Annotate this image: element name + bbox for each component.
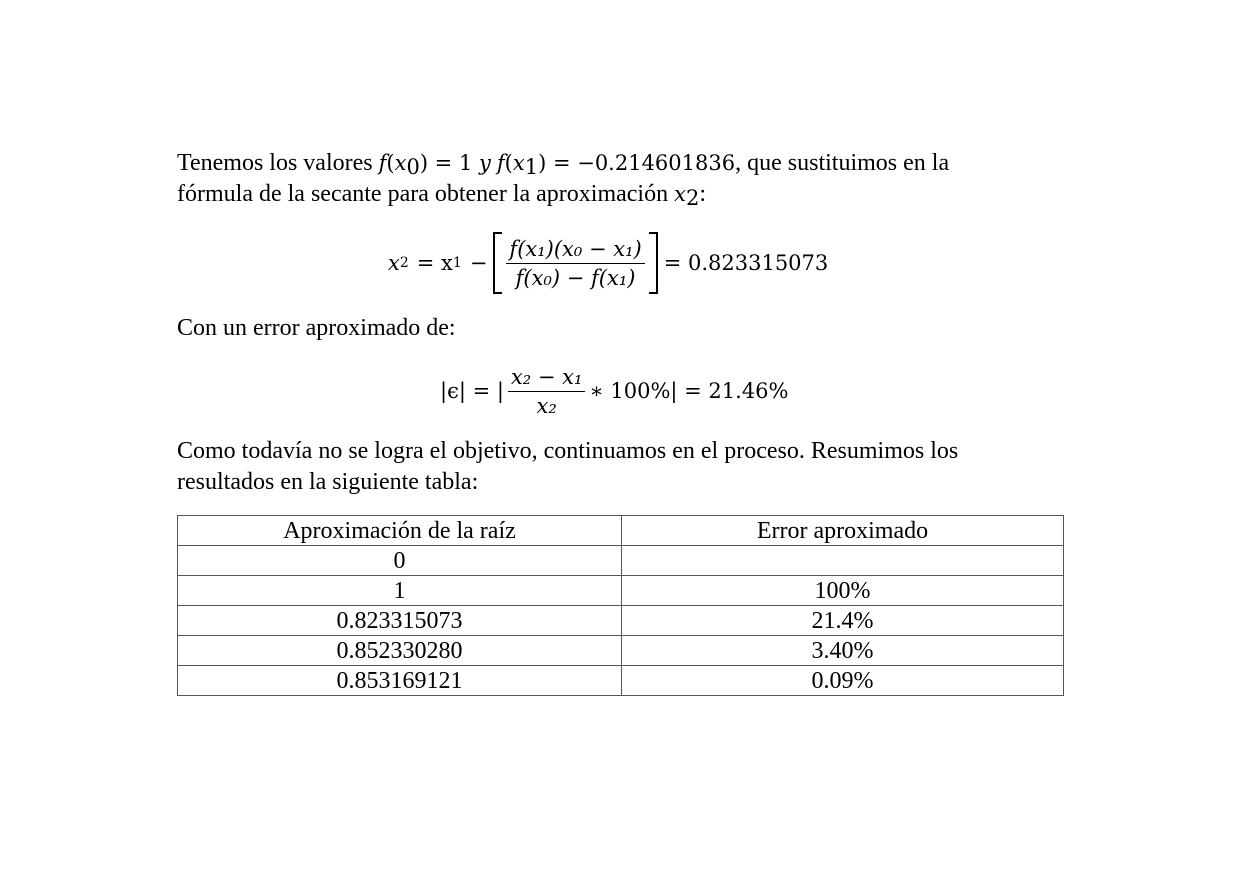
cell-error — [622, 546, 1064, 576]
eq1-lhs: x — [388, 251, 400, 275]
left-bracket — [493, 232, 502, 294]
cell-error: 21.4% — [622, 606, 1064, 636]
intro-line2: fórmula de la secante para obtener la aproximación — [177, 181, 675, 207]
eq1-result: = 0.823315073 — [663, 251, 829, 275]
paragraph-summary — [177, 436, 1067, 498]
colon: : — [699, 181, 706, 207]
math-x: x — [394, 151, 407, 175]
secant-formula: x 2 = x 1 − $\frac{\text{f(x₁)(x₀ − x₁)}}{\text{f(x₀) − f(x₁)}}$ = 0.823315073 — [388, 228, 828, 298]
math-sub2: 2 — [685, 186, 700, 210]
right-bracket — [649, 232, 658, 294]
error-formula — [440, 358, 789, 424]
eq1-minus: − — [469, 251, 488, 275]
math-x: x — [512, 151, 525, 175]
eq1-numerator: f(x₁)(x₀ − x₁) — [509, 236, 642, 261]
math-f: f — [496, 151, 505, 175]
table-header-row — [178, 516, 1064, 546]
cell-error: 3.40% — [622, 636, 1064, 666]
math-x: x — [674, 182, 686, 206]
cell-error: 100% — [622, 576, 1064, 606]
table-row — [178, 636, 1064, 666]
eq2-denominator: x₂ — [536, 393, 557, 418]
cell-error: 0.09% — [622, 666, 1064, 696]
math-f: f — [378, 151, 387, 175]
cell-approximation: 1 — [178, 576, 622, 606]
math-eq-one: ) = 1 — [419, 151, 479, 175]
table-row — [178, 546, 1064, 576]
math-paren: ( — [386, 151, 395, 175]
paragraph-intro — [177, 148, 1067, 210]
summary-line1: Como todavía no se logra el objetivo, continuamos en el proceso. Resumimos los — [177, 438, 959, 464]
header-error: Error aproximado — [622, 516, 1064, 546]
header-approximation: Aproximación de la raíz — [178, 516, 622, 546]
error-text: Con un error aproximado de: — [177, 315, 456, 341]
paragraph-error — [177, 313, 1067, 344]
eq1-fraction — [506, 235, 644, 292]
eq2-abs-eps: |ϵ| = | — [440, 379, 504, 403]
intro-text-end: , que sustituimos en la — [735, 150, 950, 176]
eq1-eq-x1: = x — [416, 251, 453, 275]
eq2-result: ∗ 100%| = 21.46% — [589, 379, 789, 403]
cell-approximation: 0.853169121 — [178, 666, 622, 696]
intro-text: Tenemos los valores — [177, 150, 379, 176]
eq2-numerator: x₂ − x₁ — [510, 364, 583, 389]
table-row — [178, 606, 1064, 636]
math-sub1: 1 — [524, 155, 539, 179]
math-paren: ( — [504, 151, 513, 175]
table-row — [178, 666, 1064, 696]
eq1-denominator: f(x₀) − f(x₁) — [515, 265, 636, 290]
math-y: y — [479, 151, 491, 175]
cell-approximation: 0.852330280 — [178, 636, 622, 666]
summary-line2: resultados en la siguiente tabla: — [177, 469, 479, 495]
results-table — [177, 515, 1064, 696]
math-eq-neg: ) = −0.214601836 — [538, 151, 736, 175]
math-sub0: 0 — [406, 155, 420, 179]
cell-approximation: 0.823315073 — [178, 606, 622, 636]
table-row — [178, 576, 1064, 606]
cell-approximation: 0 — [178, 546, 622, 576]
eq2-fraction — [508, 363, 585, 420]
